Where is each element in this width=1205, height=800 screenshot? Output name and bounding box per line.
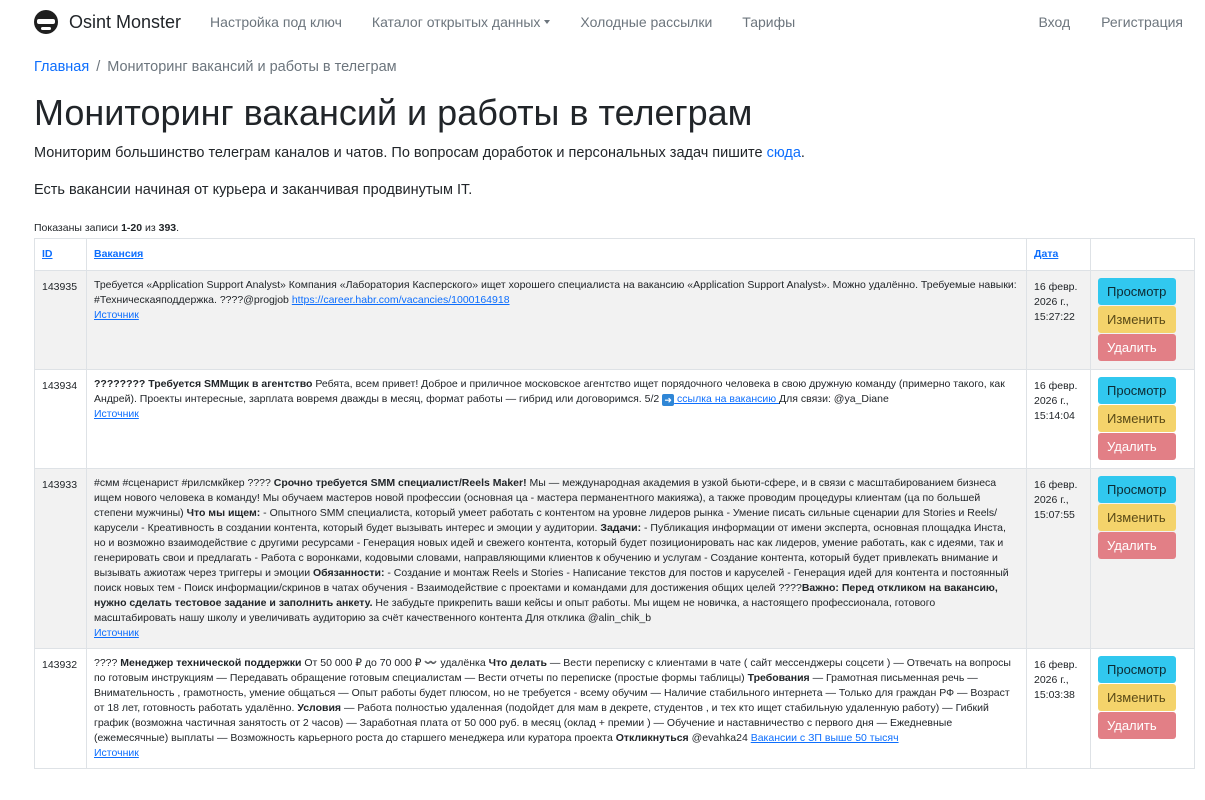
vacancy-text-bold: Что делать — [488, 657, 547, 670]
breadcrumb — [34, 59, 1194, 75]
vacancy-text-bold: Срочно требуется SMM специалист/Reels Maker! — [273, 477, 527, 490]
vacancy-text-bold: Задачи: — [600, 522, 642, 535]
top-navbar — [0, 0, 1205, 44]
login-link[interactable]: Вход — [1038, 14, 1071, 30]
vacancy-text: - Публикация информации от имени эксперта, основная площадка Инста, но и возможно взаимодействие с другими ресурсами - Генерация новых идей и свежего контента, который будет позиционировать нас как лидеров, умение работать, как с идеями, так и генерировать свои и предлагать - Работа с воронками, кодовыми словами, направляющими клиентов к обучению и услугам - Создание контента, который будет привлекать внимание и вызывать ажиотаж через триггеры и эмоции — [94, 522, 1006, 580]
vacancy-cell — [87, 370, 1027, 469]
vacancies-table — [34, 238, 1195, 769]
vacancy-text: — Вести переписку с клиентами в чате ( сайт мессенджеры соцсети ) — Отвечать на вопросы по готовым инструкциям — Передавать обращение готовым специалистам — Вести отчеты по переписке (простые формы таблицы) — [94, 657, 1011, 685]
vacancy-text: ???? — [94, 657, 121, 670]
delete-button[interactable]: Удалить — [1098, 532, 1176, 559]
page-description-secondary: Есть вакансии начиная от курьера и заканчивая продвинутым IT. — [34, 181, 473, 198]
brand-link[interactable] — [34, 10, 181, 34]
vacancy-cell — [87, 271, 1027, 370]
vacancy-text: От 50 000 ₽ до 70 000 ₽ 〰️ удалёнка — [301, 657, 489, 670]
vacancy-text-bold: Менеджер технической поддержки — [120, 657, 302, 670]
vacancy-text: Для связи: @ya_Diane — [779, 393, 889, 406]
vacancy-link[interactable]: Вакансии с ЗП выше 50 тысяч — [750, 732, 899, 745]
vacancy-text: — Работа полностью удаленная (подойдет для мам в декрете, студентов , и тех кто ищет стабильную удаленную работу) — Гибкий график (возможна частичная занятость от 2 часов) — Заработная плата от 50 000 руб. в месяц (оклад + премии ) — Обучение и наставничество с первого дня — Ежедневные (ежемесячные) выплаты — Возможность карьерного роста до старшего менеджера или куратора проекта — [94, 702, 989, 745]
vacancy-id: 143934 — [35, 370, 87, 469]
summary-total: 393 — [158, 222, 177, 235]
table-row — [35, 271, 1195, 370]
source-link[interactable]: Источник — [94, 627, 139, 640]
table-header-row — [35, 239, 1195, 271]
table-row — [35, 469, 1195, 649]
vacancy-id: 143932 — [35, 649, 87, 769]
vacancy-text-bold: Откликнуться — [615, 732, 689, 745]
vacancy-cell — [87, 649, 1027, 769]
source-link[interactable]: Источник — [94, 747, 139, 760]
sort-id-link[interactable]: ID — [42, 248, 53, 261]
table-row — [35, 370, 1195, 469]
delete-button[interactable]: Удалить — [1098, 433, 1176, 460]
vacancy-text: Не забудьте прикрепить ваши кейсы и опыт работы. Мы ищем не новичка, а настоящего профессионала, готового масштабировать нашу школу и увеличивать аудиторию за счёт качественного контента Для отклика @alin_chik_b — [94, 597, 936, 625]
table-body — [35, 271, 1195, 769]
auth-menu — [1007, 14, 1183, 30]
breadcrumb-separator: / — [96, 59, 101, 75]
summary-mid: из — [142, 222, 159, 235]
delete-button[interactable]: Удалить — [1098, 712, 1176, 739]
vacancy-text: Ребята, всем привет! Доброе и приличное московское агентство ищет порядочного человека в свою дружную команду (примерно такого, как Андрей). Проекты интересные, зарплата вовремя дважды в месяц, формат работы — гибрид или договоримся. 5/2 — [94, 378, 1005, 406]
sort-vacancy-link[interactable]: Вакансия — [94, 248, 144, 261]
actions-cell — [1091, 370, 1195, 469]
nav-link-cold-mailing[interactable]: Холодные рассылки — [580, 14, 713, 30]
view-button[interactable]: Просмотр — [1098, 377, 1176, 404]
actions-cell — [1091, 469, 1195, 649]
vacancy-text: - Опытного SMM специалиста, который умеет работать с контентом на уровне лидеров рынка - Умение писать сильные сценарии для Stories и Reels/карусели - Креативность в создании контента, который будет вызывать интерес и эмоции у аудитории. — [94, 507, 998, 535]
vacancy-text: Требуется «Application Support Analyst» Компания «Лаборатория Касперского» ищет хорошего специалиста на вакансию «Application Support Analyst». Можно удалённо. Требуемые навыки: #Техническаяподдержка. ????@progjob — [94, 279, 1017, 307]
vacancy-text-bold: Обязанности: — [313, 567, 385, 580]
nav-link-pricing[interactable]: Тарифы — [742, 14, 796, 30]
records-summary — [34, 222, 1194, 234]
vacancy-text-bold: Что мы ищем: — [186, 507, 261, 520]
vacancy-link[interactable]: https://career.habr.com/vacancies/1000164918 — [291, 294, 510, 307]
vacancy-text-bold: Требования — [747, 672, 810, 685]
column-header-actions — [1091, 239, 1195, 271]
edit-button[interactable]: Изменить — [1098, 306, 1176, 333]
nav-link-catalog-label: Каталог открытых данных — [371, 14, 541, 30]
vacancy-text: — Грамотная письменная речь — Внимательность , грамотность, умение общаться — Опыт работы будет плюсом, но не требуется - всему обучим — Наличие стабильного интернета — Только для граждан РФ — Возраст от 18 лет, готовность работать удалённо. — [94, 672, 1010, 715]
contact-link[interactable]: сюда — [766, 144, 801, 161]
page-title: Мониторинг вакансий и работы в телеграм — [34, 92, 753, 133]
vacancy-text: - Создание и монтаж Reels и Stories - Написание текстов для постов и каруселей - Генерация идей для контента и постоянный поиск новых тем - Поиск информации/скринов в чатах обучения - Взаимодействие с проектами и командами для достижения общих целей ???? — [94, 567, 1009, 595]
vacancy-date: 16 февр. 2026 г., 15:07:55 — [1027, 469, 1091, 649]
nav-link-turnkey[interactable]: Настройка под ключ — [210, 14, 342, 30]
summary-end: . — [176, 222, 180, 235]
actions-cell — [1091, 271, 1195, 370]
breadcrumb-current: Мониторинг вакансий и работы в телеграм — [107, 59, 397, 75]
vacancy-date: 16 февр. 2026 г., 15:03:38 — [1027, 649, 1091, 769]
sort-date-link[interactable]: Дата — [1034, 248, 1059, 261]
vacancy-text-bold: Условия — [297, 702, 342, 715]
vacancy-text: #смм #сценарист #рилсмкйкер ???? — [94, 477, 274, 490]
view-button[interactable]: Просмотр — [1098, 278, 1176, 305]
delete-button[interactable]: Удалить — [1098, 334, 1176, 361]
main-content — [0, 59, 1205, 769]
actions-cell — [1091, 649, 1195, 769]
edit-button[interactable]: Изменить — [1098, 504, 1176, 531]
table-row — [35, 649, 1195, 769]
vacancy-date: 16 февр. 2026 г., 15:14:04 — [1027, 370, 1091, 469]
page-description-end: . — [800, 144, 805, 161]
view-button[interactable]: Просмотр — [1098, 476, 1176, 503]
vacancy-link[interactable]: ссылка на вакансию — [674, 393, 780, 406]
logo-icon — [34, 10, 58, 34]
arrow-right-icon: ➜ — [662, 394, 674, 406]
nav-menu — [210, 14, 825, 30]
view-button[interactable]: Просмотр — [1098, 656, 1176, 683]
page-description — [34, 143, 1194, 163]
vacancy-cell — [87, 469, 1027, 649]
page-description-text: Мониторим большинство телеграм каналов и чатов. По вопросам доработок и персональных задач пишите — [34, 144, 767, 161]
register-link[interactable]: Регистрация — [1101, 14, 1183, 30]
nav-link-catalog[interactable] — [372, 14, 551, 30]
vacancy-text: @evahka24 — [688, 732, 751, 745]
column-header-id — [35, 239, 87, 271]
chevron-down-icon — [544, 20, 550, 24]
breadcrumb-home-link[interactable]: Главная — [34, 59, 90, 75]
summary-prefix: Показаны записи — [34, 222, 122, 235]
vacancy-date: 16 февр. 2026 г., 15:27:22 — [1027, 271, 1091, 370]
column-header-date — [1027, 239, 1091, 271]
summary-range: 1-20 — [121, 222, 143, 235]
vacancy-text-bold: Важно: Перед откликом на вакансию, нужно сделать тестовое задание и заполнить анкету. — [94, 582, 998, 610]
column-header-vacancy — [87, 239, 1027, 271]
vacancy-text: Мы — международная академия в узкой бьюти-сфере, и в связи с масштабированием бизнеса ищем нового человека в команду! Мы обучаем мастеров новой профессии (основная ца - мастера перманентного макияжа), а также проводим процедуры клиентам (ца по большей степени мужчины) — [94, 477, 997, 520]
vacancy-id: 143933 — [35, 469, 87, 649]
brand-name: Osint Monster — [69, 11, 182, 32]
vacancy-text-bold: ???????? Требуется SMMщик в агентство — [94, 378, 313, 391]
edit-button[interactable]: Изменить — [1098, 684, 1176, 711]
edit-button[interactable]: Изменить — [1098, 405, 1176, 432]
source-link[interactable]: Источник — [94, 408, 139, 421]
source-link[interactable]: Источник — [94, 309, 139, 322]
vacancy-id: 143935 — [35, 271, 87, 370]
